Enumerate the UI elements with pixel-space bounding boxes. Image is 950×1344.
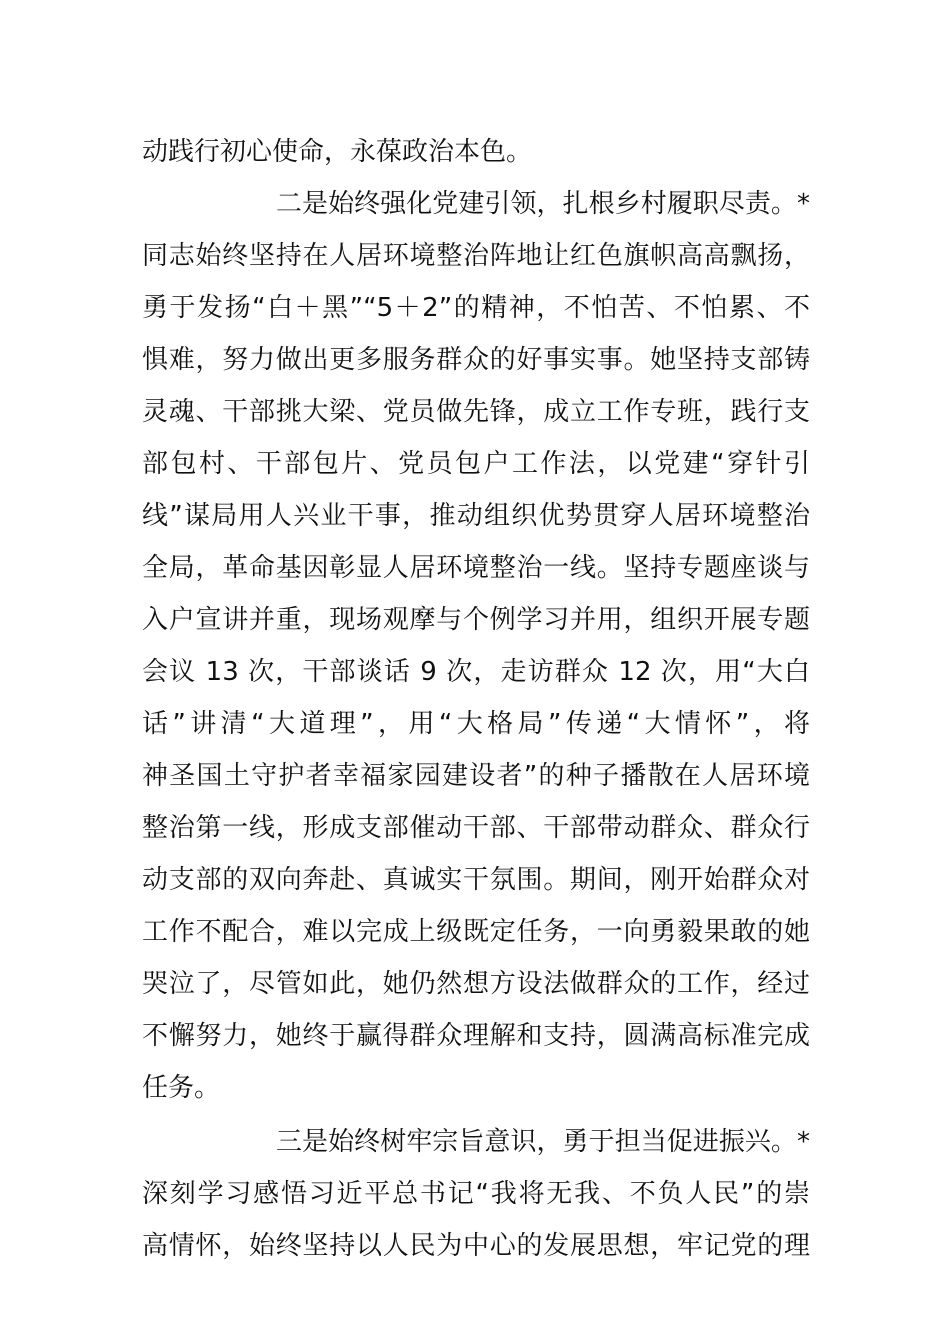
text-line: 惧难，努力做出更多服务群众的好事实事。她坚持支部铸 [142,345,810,375]
text-line: 线”谋局用人兴业干事，推动组织优势贯穿人居环境整治 [142,501,810,531]
text-line: 勇于发扬“白＋黑”“5＋2”的精神，不怕苦、不怕累、不 [142,293,810,323]
text-line: 工作不配合，难以完成上级既定任务，一向勇毅果敢的她 [142,917,810,947]
text-line: 高情怀，始终坚持以人民为中心的发展思想，牢记党的理 [142,1231,810,1261]
text-line: 神圣国土守护者幸福家园建设者”的种子播散在人居环境 [142,761,810,791]
text-line: 深刻学习感悟习近平总书记“我将无我、不负人民”的崇 [142,1179,810,1209]
text-line: 动支部的双向奔赴、真诚实干氛围。期间，刚开始群众对 [142,865,810,895]
text-line: 哭泣了，尽管如此，她仍然想方设法做群众的工作，经过 [142,969,810,999]
text-line: 会议 13 次，干部谈话 9 次，走访群众 12 次，用“大白 [142,657,810,687]
text-line: 话”讲清“大道理”，用“大格局”传递“大情怀”，将 [142,709,810,739]
document-body [142,126,810,1272]
text-line: 全局，革命基因彰显人居环境整治一线。坚持专题座谈与 [142,553,810,583]
paragraph-heading-line: 二是始终强化党建引领，扎根乡村履职尽责。* [276,189,810,219]
text-line: 入户宣讲并重，现场观摩与个例学习并用，组织开展专题 [142,605,810,635]
paragraph-heading-line: 三是始终树牢宗旨意识，勇于担当促进振兴。* [276,1127,810,1157]
text-line: 部包村、干部包片、党员包户工作法，以党建“穿针引 [142,449,810,479]
text-line: 不懈努力，她终于赢得群众理解和支持，圆满高标准完成 [142,1021,810,1051]
text-line: 灵魂、干部挑大梁、党员做先锋，成立工作专班，践行支 [142,397,810,427]
text-line: 任务。 [142,1073,221,1103]
text-line: 同志始终坚持在人居环境整治阵地让红色旗帜高高飘扬， [142,241,810,271]
text-line: 整治第一线，形成支部催动干部、干部带动群众、群众行 [142,813,810,843]
text-line: 动践行初心使命，永葆政治本色。 [142,137,533,167]
